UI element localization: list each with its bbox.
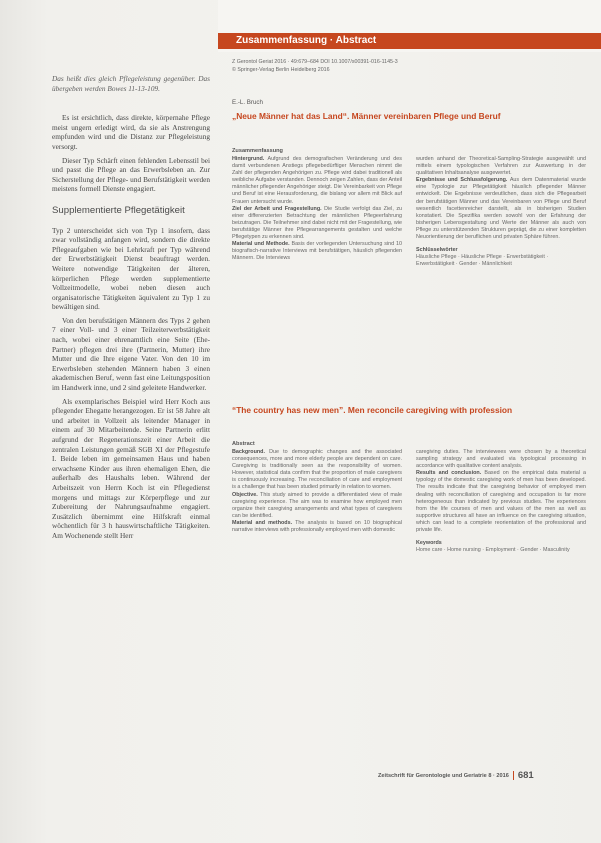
abstract-text: Based on the empirical data material a typology of the domestic caregiving work of men has been developed. The results indicate that the caregiving behavior of employed men dealing with reconciliation of caregiving and occupation is far more heterogeneous than indicated by previous studies. The experiences from the life courses of men and values of the men as well as supportive structures all have an influence on the caregiving situation, which can lead to a complete reorientation of the professional and private life. [416,470,586,534]
section-header-bar [218,33,601,49]
page-footer [378,770,534,781]
author-name: E.-L. Bruch [232,99,263,106]
abstract-label: Ziel der Arbeit und Fragestellung. [232,205,322,212]
body-paragraph: Als exemplarisches Beispiel wird Herr Koch aus pflegender Ehegatte herangezogen. Er ist 58 Jahre alt und arbeitet in Vollzeit als leitender Manager in einem auf 30 Mitarbeitende. Seine Partnerin erlitt aufgrund der Regenerationszeit einer Arbeit die zentralen Leistungen gemäß SGB XI der Pflegestufe I. Beide leben im gemeinsamen Haus und haben erwachsene Kinder aus ihren ehemaligen Ehen, die außerhalb des Haushalts leben. Während der Arbeitszeit von Herrn Koch ist ein Pflegedienst morgens und mittags zur Körperpflege und zur Zubereitung der Nahrungsaufnahme engagiert. Zusätzlich übernimmt eine Hilfskraft einmal wöchentlich für 3 h hauswirtschaftliche Tätigkeiten. Am Wochenende stellt Herr [52,396,210,540]
english-title: “The country has new men”. Men reconcile caregiving with profession [232,405,513,415]
meta-line: Z Gerontol Geriat 2016 · 49:679–684 DOI 10.1007/s00391-016-1145-3 [232,59,398,65]
keywords-list: Häusliche Pflege · Häusliche Pflege · Erwerbstätigkeit · Erwerbstätigkeit · Gender · Männlichkeit [416,254,549,268]
footer-divider [513,771,514,780]
abstract-text: The analysis is based on 10 biographical narrative interviews with professionally employed men with domestic [232,519,402,534]
abstract-paragraph [416,177,586,241]
abstract-column-right [416,449,586,554]
abstract-column-left [232,156,402,268]
meta-line: © Springer-Verlag Berlin Heidelberg 2016 [232,67,330,73]
abstract-paragraph [232,492,402,520]
article-meta [232,58,432,74]
body-paragraph: Es ist ersichtlich, dass direkte, körpernahe Pflege meist ungern erledigt wird, da sie als Anstrengung empfunden wird und die Distanz zur Pflegeleistung versorgt. [52,113,210,151]
german-title: „Neue Männer hat das Land“. Männer vereinbaren Pflege und Beruf [232,111,501,121]
abstract-paragraph [416,470,586,534]
abstract-paragraph [232,241,402,262]
abstract-text: caregiving duties. The interviewees were chosen by a theoretical sampling strategy and evaluated via typological processing in accordance with qualitative content analysis. [416,449,586,470]
abstract-paragraph [416,156,586,177]
abstract-text: Basis der vorliegenden Untersuchung sind 10 biografisch-narrative Interviews mit berufstätigen, häuslich pflegenden Männern. Die Interviews [232,241,403,262]
abstract-column-left [232,449,402,554]
section-heading: Supplementierte Pflegetätigkeit [52,204,185,216]
abstract-label: Background. [232,449,265,455]
abstract-label: Hintergrund. [232,156,265,162]
abstract-label: Material und Methode. [232,241,290,248]
abstract-label: Material and methods. [232,519,293,526]
keywords-list: Home care · Home nursing · Employment · Gender · Masculinity [416,547,570,554]
abstract-paragraph [232,449,402,492]
journal-name: Zeitschrift für Gerontologie und Geriatrie 8 · 2016 [378,772,509,779]
abstract-text: Due to demographic changes and the associated consequences, more and more elderly people are dependent on care. Caregiving is traditionally seen as the responsibility of women. However, statistical data confirm that the proportion of male caregivers is continuously increasing. The reconciliation of care and employment is a challenge that has been studied primarily in relation to women. [232,449,402,491]
abstract-text: Aufgrund des demografischen Veränderung und des damit verbundenen Anstiegs pflegebedürftiger Menschen nimmt die Zahl der pflegenden Angehörigen zu. Pflege wird dabei traditionell als weibliche Aufgabe verstanden. Dennoch zeigen Zahlen, dass der Anteil männlicher pflegender Angehöriger steigt. Die Vereinbarkeit von Pflege und Beruf ist eine Herausforderung, die bislang vor allem mit Blick auf Frauen untersucht wurde. [232,156,402,205]
body-paragraph: Typ 2 unterscheidet sich von Typ 1 insofern, dass zwar vollständig anfangen wird, sondern die direkte Pflegeaufgaben wie bei Lehrkraft per Typ während der Erwerbstätigkeit Dienst beauftragt werden. Weitere notwendige Tätigkeiten der älteren, körperlichen Pflege werden supplementierte Vollzeitmodelle, wobei neben diesen auch organisatorische Tätigkeiten äquivalent zu Typ 1 zu bewältigen sind. [52,225,210,312]
abstract-paragraph [232,156,402,206]
abstract-label: Objective. [232,491,258,498]
english-abstract [232,441,587,554]
abstract-text: Die Studie verfolgt das Ziel, zu einer differenzierten Betrachtung der männlichen Pflegeerfahrung beizutragen. Die Teilnehmer sind dabei nicht mit der Fragestellung, wie berufstätige Männer ihre Pflegearrangements gestalten und welche Pflegetypen zu erkennen sind. [232,205,403,241]
abstract-paragraph [416,449,586,470]
body-paragraph: Dieser Typ Schärft einen fehlenden Lebensstil bei und passt die Pflege an das Erwerbsleben an. Zur Sicherstellung der Pflege- und Berufstätigkeit werden meistens formell Dienste engagiert. [52,155,210,194]
abstract-text: Aus dem Datenmaterial wurde eine Typologie zur Pflegetätigkeit häuslich pflegender Männer entwickelt. Die Ergebnisse verdeutlichen, dass sich die Pflegearbeit der berufstätigen Männer und das Vereinbaren von Pflege und Beruf wesentlich facettenreicher darstellt, als in bisherigen Studien konstatiert. Die Spezifika werden sowohl von der Erfahrung der bisherigen Lebensgestaltung und Werte der Männer als auch von Pflege zu unterstützenden Strukturen geprägt, die zu einer kompletten Neuorientierung der beruflichen und privaten Sphäre führen. [416,177,586,241]
page-number: 681 [517,770,534,781]
left-body-column [52,74,210,541]
body-paragraph: Von den berufstätigen Männern des Typs 2 gehen 7 einer Voll- und 3 einer Teilzeiterwerbstätigkeit nach, wobei einer ehrenamtlich eine Seite (Ehe-Partner) pflegen drei ihre (Partnerin, Mutter) ihre Mutter und die Ihre eigene Vater. Von den 10 im Erwerbsleben stehenden Männern haben 3 einen akademischen Beruf, wenn fast eine Leitungsposition im Handwerk inne, und 2 sind geleitete Handwerker. [52,315,210,393]
abstract-text: wurden anhand der Theoretical-Sampling-Strategie ausgewählt und mittels einem typologischen Verfahren zur Auswertung in der qualitativen Inhaltsanalyse ausgewertet. [416,156,586,177]
abstract-paragraph [232,206,402,241]
abstract-label: Ergebnisse und Schlussfolgerung. [416,177,508,184]
section-header-label: Zusammenfassung · Abstract [236,35,377,46]
continuation-text: Das heißt dies gleich Pflegeleistung gegenüber. Das übergeben werden Bowes 11-13-109. [52,74,210,93]
abstract-heading: Zusammenfassung [232,148,283,154]
abstract-column-right [416,156,586,268]
german-abstract [232,148,587,268]
keywords-heading: Keywords [416,540,442,547]
abstract-label: Results and conclusion. [416,470,482,477]
abstract-text: This study aimed to provide a differentiated view of male caregiving experience. The aim was to examine how employed men organize their caregiving arrangements and what types of caregivers can be identified. [232,491,403,519]
keywords-heading: Schlüsselwörter [416,247,458,254]
abstract-paragraph [232,520,402,534]
abstract-heading: Abstract [232,441,255,447]
